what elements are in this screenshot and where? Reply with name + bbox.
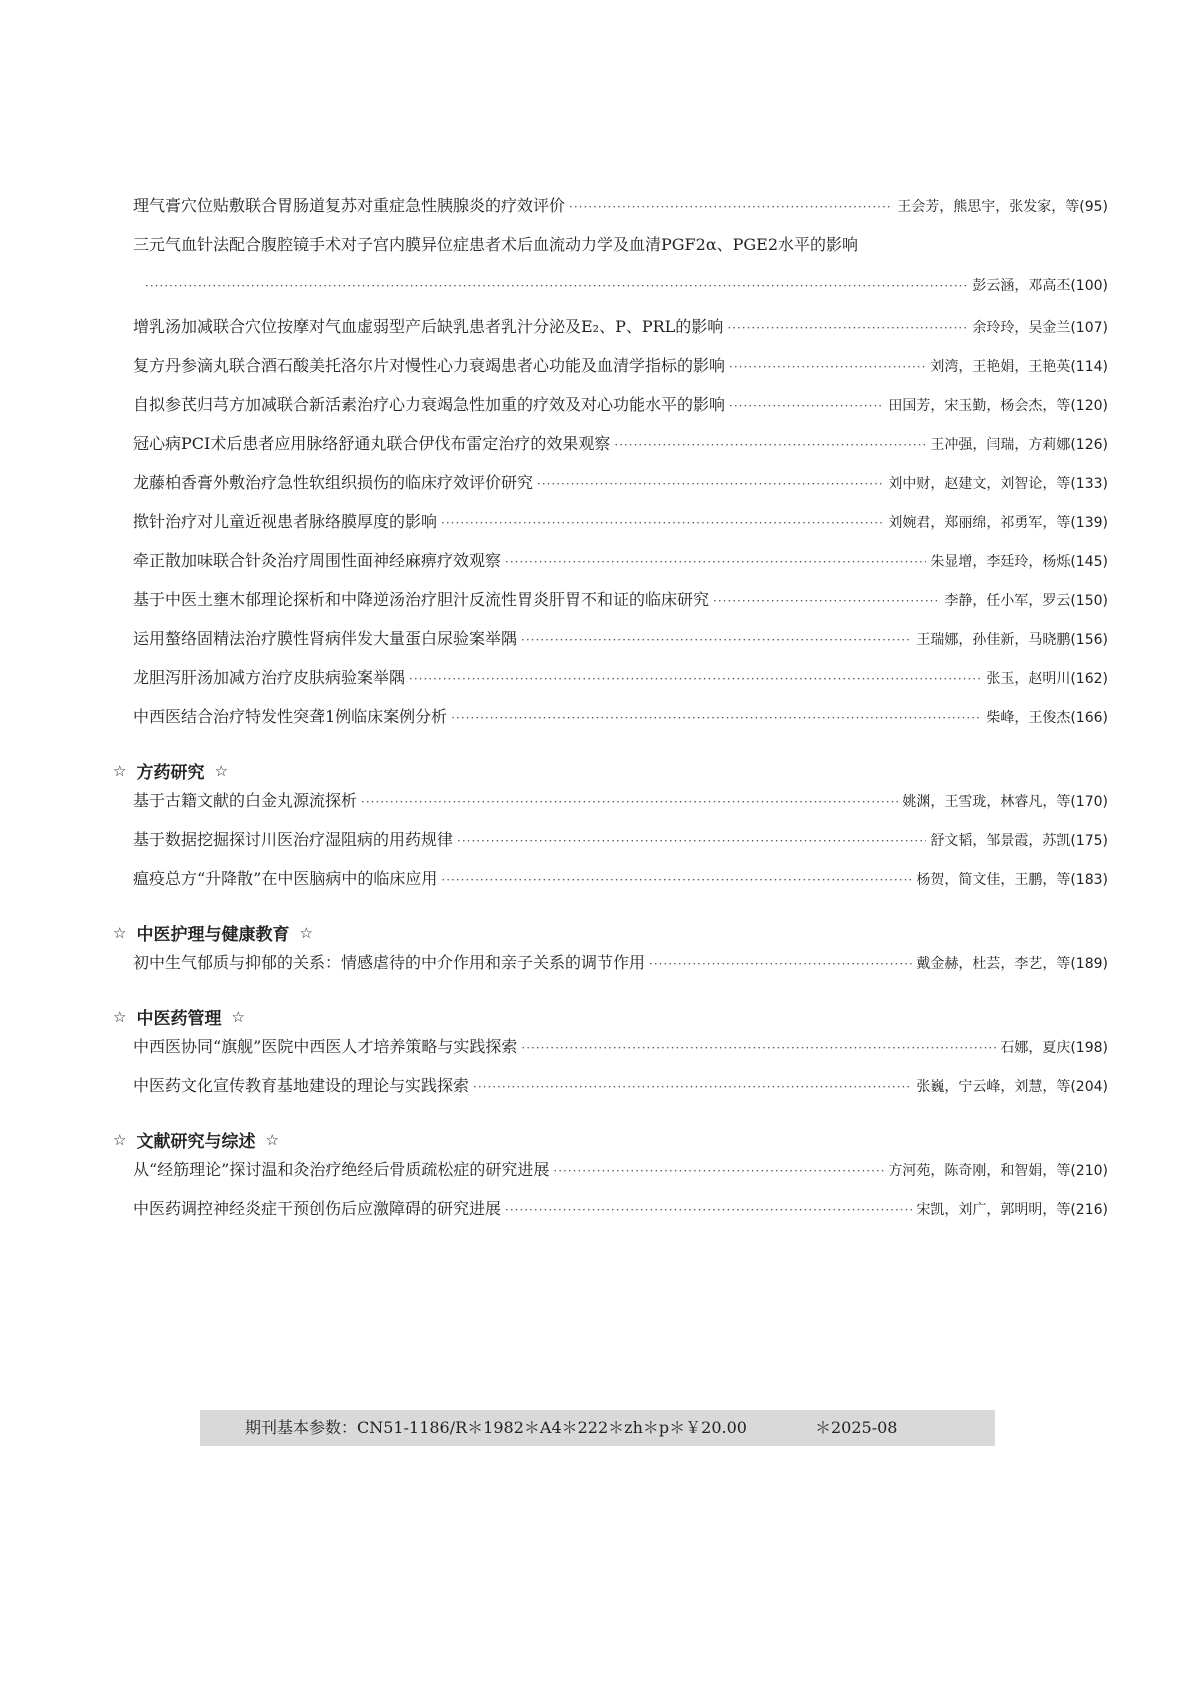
entry-authors: 王瑞娜，孙佳新，马晓鹏(156) (916, 632, 1108, 648)
leader-dots (729, 396, 884, 416)
issue-date: ＊2025-08 (815, 1418, 898, 1437)
toc-entry[interactable] (113, 668, 1108, 707)
star-icon: ☆ (113, 923, 127, 942)
entry-title: 中医药文化宣传教育基地建设的理论与实践探索 (133, 1076, 470, 1095)
toc-entry[interactable] (113, 434, 1108, 473)
entry-authors: 朱显增，李廷玲，杨烁(145) (930, 554, 1108, 570)
table-of-contents (113, 196, 1108, 1238)
entry-authors: 舒文韬，邹景霞，苏凯(175) (930, 833, 1108, 849)
star-icon: ☆ (231, 1007, 245, 1026)
leader-dots (569, 197, 893, 217)
entry-title: 冠心病PCI术后患者应用脉络舒通丸联合伊伐布雷定治疗的效果观察 (133, 434, 611, 453)
leader-dots (614, 435, 926, 455)
entry-authors: 杨贺，简文佳，王鹏，等(183) (916, 872, 1108, 888)
leader-dots (145, 276, 968, 296)
toc-entry-continuation[interactable] (113, 276, 1108, 317)
leader-dots (521, 630, 912, 650)
entry-authors: 田国芳，宋玉勤，杨会杰，等(120) (888, 398, 1108, 414)
star-icon: ☆ (214, 761, 228, 780)
entry-authors: 刘中财，赵建文，刘智论，等(133) (888, 476, 1108, 492)
star-icon: ☆ (113, 761, 127, 780)
entry-title: 复方丹参滴丸联合酒石酸美托洛尔片对慢性心力衰竭患者心功能及血清学指标的影响 (133, 356, 726, 375)
toc-entry[interactable] (113, 590, 1108, 629)
entry-authors: 张玉，赵明川(162) (986, 671, 1108, 687)
section-heading (113, 912, 1108, 953)
entry-title: 龙胆泻肝汤加减方治疗皮肤病验案举隅 (133, 668, 406, 687)
section-heading (113, 750, 1108, 791)
leader-dots (649, 954, 912, 974)
entry-title: 运用螯络固精法治疗膜性肾病伴发大量蛋白尿验案举隅 (133, 629, 518, 648)
leader-dots (505, 552, 926, 572)
leader-dots (521, 1038, 996, 1058)
toc-entry[interactable] (113, 196, 1108, 235)
entry-authors: 张巍，宁云峰，刘慧，等(204) (916, 1079, 1108, 1095)
entry-title: 从“经筋理论”探讨温和灸治疗绝经后骨质疏松症的研究进展 (133, 1160, 550, 1179)
entry-authors: 余玲玲，吴金兰(107) (972, 320, 1108, 336)
entry-authors: 刘婉君，郑丽绵，祁勇军，等(139) (888, 515, 1108, 531)
entry-authors: 王冲强，闫瑞，方莉娜(126) (930, 437, 1108, 453)
entry-title: 中西医结合治疗特发性突聋1例临床案例分析 (133, 707, 448, 726)
toc-entry[interactable] (113, 235, 1108, 276)
entry-title: 龙藤柏香膏外敷治疗急性软组织损伤的临床疗效评价研究 (133, 473, 534, 492)
toc-entry[interactable] (113, 473, 1108, 512)
entry-title: 基于中医土壅木郁理论探析和中降逆汤治疗胆汁反流性胃炎肝胃不和证的临床研究 (133, 590, 710, 609)
toc-entry[interactable] (113, 1076, 1108, 1115)
entry-authors: 方河苑，陈奇刚，和智娟，等(210) (888, 1163, 1108, 1179)
toc-entry[interactable] (113, 551, 1108, 590)
entry-authors: 刘湾，王艳娟，王艳英(114) (930, 359, 1108, 375)
entry-title: 理气膏穴位贴敷联合胃肠道复苏对重症急性胰腺炎的疗效评价 (133, 196, 566, 215)
leader-dots (457, 831, 926, 851)
leader-dots (713, 591, 940, 611)
toc-entry[interactable] (113, 629, 1108, 668)
toc-entry[interactable] (113, 791, 1108, 830)
entry-title: 中医药调控神经炎症干预创伤后应激障碍的研究进展 (133, 1199, 502, 1218)
entry-title: 基于数据挖掘探讨川医治疗湿阻病的用药规律 (133, 830, 454, 849)
section-heading (113, 1119, 1108, 1160)
leader-dots (451, 708, 982, 728)
leader-dots (441, 513, 884, 533)
toc-entry[interactable] (113, 317, 1108, 356)
entry-title: 初中生气郁质与抑郁的关系：情感虐待的中介作用和亲子关系的调节作用 (133, 953, 646, 972)
entry-authors: 戴金赫，杜芸，李艺，等(189) (916, 956, 1108, 972)
entry-authors: 王会芳，熊思宇，张发家，等(95) (897, 199, 1108, 215)
toc-entry[interactable] (113, 869, 1108, 908)
toc-entry[interactable] (113, 356, 1108, 395)
journal-params-bar (200, 1410, 995, 1446)
journal-params: 期刊基本参数：CN51-1186/R＊1982＊A4＊222＊zh＊p＊￥20.00 (245, 1418, 747, 1437)
star-icon: ☆ (265, 1130, 279, 1149)
toc-entry[interactable] (113, 1199, 1108, 1238)
leader-dots (537, 474, 884, 494)
entry-title: 瘟疫总方“升降散”在中医脑病中的临床应用 (133, 869, 438, 888)
toc-entry[interactable] (113, 1160, 1108, 1199)
entry-title: 中西医协同“旗舰”医院中西医人才培养策略与实践探索 (133, 1037, 518, 1056)
toc-entry[interactable] (113, 953, 1108, 992)
entry-authors: 宋凯，刘广，郭明明，等(216) (916, 1202, 1108, 1218)
entry-authors: 柴峰，王俊杰(166) (986, 710, 1108, 726)
toc-entry[interactable] (113, 512, 1108, 551)
leader-dots (729, 357, 926, 377)
toc-entry[interactable] (113, 1037, 1108, 1076)
section-label: 中医药管理 (136, 1009, 222, 1029)
entry-title: 自拟参芪归芎方加减联合新活素治疗心力衰竭急性加重的疗效及对心功能水平的影响 (133, 395, 726, 414)
entry-title: 三元气血针法配合腹腔镜手术对子宫内膜异位症患者术后血流动力学及血清PGF2α、PGE2水平的影响 (133, 235, 859, 254)
leader-dots (727, 318, 968, 338)
entry-authors: 彭云涵，邓高丕(100) (972, 278, 1108, 294)
entry-title: 揿针治疗对儿童近视患者脉络膜厚度的影响 (133, 512, 438, 531)
entry-title: 基于古籍文献的白金丸源流探析 (133, 791, 358, 810)
section-label: 文献研究与综述 (136, 1132, 256, 1152)
leader-dots (441, 870, 912, 890)
star-icon: ☆ (299, 923, 313, 942)
entry-title: 牵正散加味联合针灸治疗周围性面神经麻痹疗效观察 (133, 551, 502, 570)
star-icon: ☆ (113, 1007, 127, 1026)
leader-dots (473, 1077, 912, 1097)
leader-dots (361, 792, 898, 812)
leader-dots (505, 1200, 912, 1220)
toc-entry[interactable] (113, 707, 1108, 746)
leader-dots (553, 1161, 884, 1181)
section-label: 中医护理与健康教育 (136, 925, 290, 945)
entry-authors: 石娜，夏庆(198) (1000, 1040, 1108, 1056)
entry-authors: 姚渊，王雪珑，林睿凡，等(170) (902, 794, 1108, 810)
star-icon: ☆ (113, 1130, 127, 1149)
entry-title: 增乳汤加减联合穴位按摩对气血虚弱型产后缺乳患者乳汁分泌及E₂、P、PRL的影响 (133, 317, 724, 336)
leader-dots (409, 669, 982, 689)
entry-authors: 李静，任小军，罗云(150) (944, 593, 1108, 609)
section-label: 方药研究 (136, 763, 205, 783)
section-heading (113, 996, 1108, 1037)
toc-entry[interactable] (113, 830, 1108, 869)
toc-entry[interactable] (113, 395, 1108, 434)
